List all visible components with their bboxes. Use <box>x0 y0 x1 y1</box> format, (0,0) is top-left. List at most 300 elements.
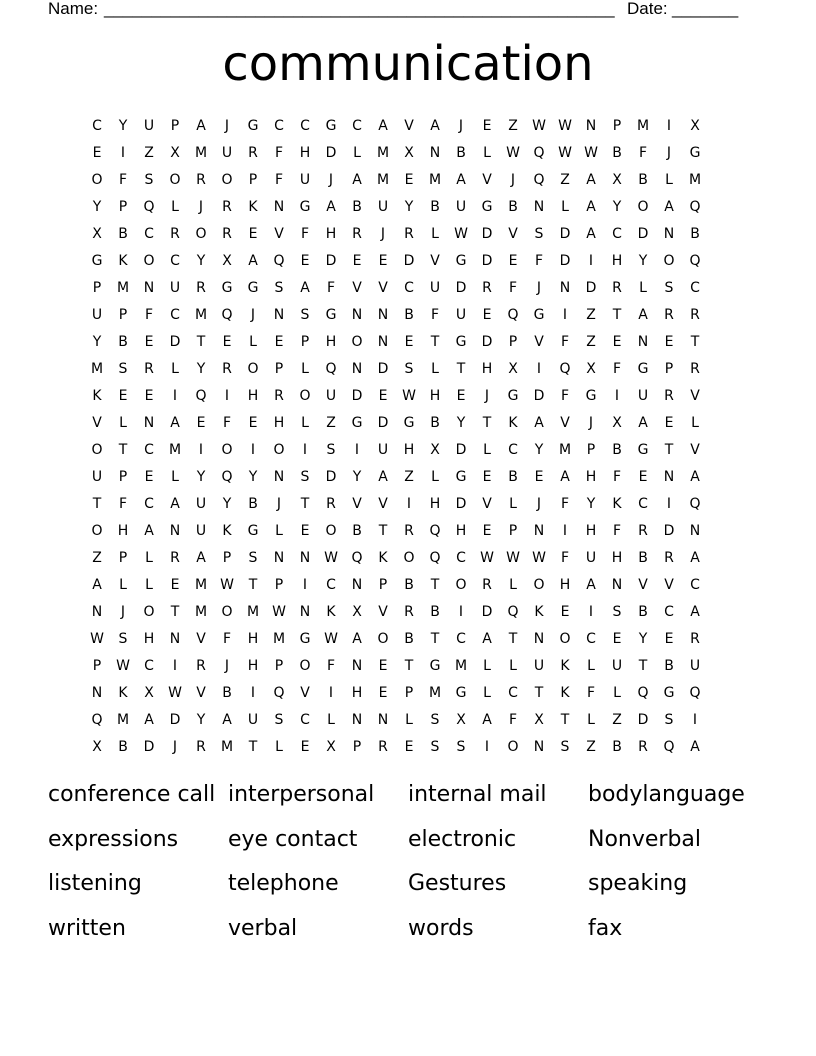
grid-letter: H <box>247 388 259 404</box>
grid-letter: N <box>585 118 597 134</box>
grid-letter: A <box>144 712 154 728</box>
grid-letter: S <box>560 739 570 755</box>
grid-letter: T <box>300 496 310 512</box>
grid-letter: G <box>481 199 493 215</box>
grid-letter: E <box>300 739 310 755</box>
grid-letter: C <box>144 496 154 512</box>
grid-letter: E <box>612 631 622 647</box>
grid-letter: H <box>455 523 467 539</box>
grid-letter: G <box>455 469 467 485</box>
grid-letter: U <box>429 280 441 296</box>
grid-letter: B <box>638 172 648 188</box>
grid-letter: G <box>585 388 597 404</box>
grid-letter: C <box>300 712 310 728</box>
word-list-item: expressions <box>48 826 179 852</box>
grid-letter: A <box>378 118 388 134</box>
grid-letter: C <box>456 550 466 566</box>
grid-letter: N <box>299 604 311 620</box>
grid-letter: L <box>405 712 413 728</box>
grid-letter: J <box>120 604 126 620</box>
grid-letter: I <box>224 388 230 404</box>
grid-letter: L <box>327 712 335 728</box>
grid-letter: I <box>198 442 204 458</box>
grid-letter: N <box>533 523 545 539</box>
grid-letter: O <box>663 253 675 269</box>
grid-row <box>84 734 734 761</box>
grid-letter: M <box>194 577 208 593</box>
grid-row <box>84 464 734 491</box>
grid-letter: W <box>454 226 468 242</box>
word-list-item: speaking <box>588 871 688 897</box>
grid-letter: V <box>430 253 440 269</box>
grid-letter: J <box>484 388 490 404</box>
grid-letter: L <box>119 577 127 593</box>
grid-letter: O <box>559 631 571 647</box>
grid-letter: C <box>612 226 622 242</box>
grid-letter: X <box>92 739 102 755</box>
grid-row <box>84 194 734 221</box>
grid-letter: B <box>664 658 674 674</box>
grid-letter: W <box>272 604 286 620</box>
grid-letter: A <box>586 226 596 242</box>
grid-letter: Z <box>560 172 570 188</box>
grid-letter: R <box>612 280 622 296</box>
grid-letter: F <box>612 361 622 377</box>
grid-letter: A <box>92 577 102 593</box>
grid-letter: A <box>690 604 700 620</box>
word-list-item: Nonverbal <box>588 826 702 852</box>
grid-letter: F <box>560 388 570 404</box>
grid-letter: D <box>533 388 545 404</box>
grid-letter: B <box>118 739 128 755</box>
grid-letter: A <box>196 118 206 134</box>
grid-letter: F <box>612 469 622 485</box>
grid-letter: A <box>586 577 596 593</box>
grid-letter: K <box>508 415 518 431</box>
grid-letter: A <box>170 496 180 512</box>
grid-letter: Z <box>92 550 102 566</box>
grid-letter: Z <box>586 307 596 323</box>
grid-letter: M <box>90 361 104 377</box>
grid-letter: K <box>534 604 544 620</box>
grid-letter: V <box>638 577 648 593</box>
grid-letter: E <box>404 334 414 350</box>
grid-letter: C <box>638 496 648 512</box>
grid-letter: O <box>143 604 155 620</box>
grid-letter: W <box>532 550 546 566</box>
grid-letter: R <box>196 658 206 674</box>
grid-letter: G <box>689 145 701 161</box>
grid-letter: S <box>612 604 622 620</box>
grid-letter: I <box>588 604 594 620</box>
grid-letter: U <box>169 280 181 296</box>
grid-letter: L <box>483 145 491 161</box>
grid-letter: O <box>221 442 233 458</box>
grid-letter: I <box>562 523 568 539</box>
grid-letter: X <box>170 145 180 161</box>
grid-letter: X <box>404 145 414 161</box>
grid-letter: U <box>91 469 103 485</box>
grid-letter: C <box>274 118 284 134</box>
grid-letter: V <box>664 577 674 593</box>
grid-letter: F <box>560 334 570 350</box>
grid-letter: E <box>560 604 570 620</box>
grid-row <box>84 167 734 194</box>
grid-letter: Y <box>248 469 258 485</box>
grid-letter: F <box>508 280 518 296</box>
grid-letter: N <box>663 469 675 485</box>
grid-letter: D <box>455 280 467 296</box>
grid-letter: F <box>612 523 622 539</box>
grid-letter: O <box>351 334 363 350</box>
grid-letter: Y <box>612 199 622 215</box>
grid-letter: U <box>91 307 103 323</box>
grid-letter: D <box>455 442 467 458</box>
grid-letter: H <box>429 388 441 404</box>
grid-letter: P <box>170 118 180 134</box>
grid-letter: V <box>482 496 492 512</box>
grid-letter: H <box>429 496 441 512</box>
grid-letter: U <box>455 199 467 215</box>
grid-letter: R <box>482 577 492 593</box>
grid-letter: U <box>195 523 207 539</box>
grid-letter: J <box>224 658 230 674</box>
grid-letter: E <box>456 388 466 404</box>
grid-letter: F <box>118 496 128 512</box>
grid-letter: A <box>378 469 388 485</box>
grid-letter: D <box>663 523 675 539</box>
grid-letter: L <box>483 658 491 674</box>
grid-row <box>84 545 734 572</box>
grid-letter: B <box>456 145 466 161</box>
grid-letter: F <box>326 658 336 674</box>
grid-letter: R <box>664 550 674 566</box>
word-list-item: bodylanguage <box>588 782 745 807</box>
grid-letter: F <box>222 415 232 431</box>
grid-letter: A <box>690 469 700 485</box>
grid-letter: P <box>664 361 674 377</box>
grid-letter: N <box>533 199 545 215</box>
grid-letter: L <box>509 496 517 512</box>
grid-letter: W <box>402 388 416 404</box>
grid-letter: J <box>510 172 516 188</box>
grid-letter: E <box>118 388 128 404</box>
grid-letter: V <box>352 280 362 296</box>
grid-letter: X <box>456 712 466 728</box>
grid-letter: C <box>326 577 336 593</box>
grid-letter: V <box>300 685 310 701</box>
grid-letter: Q <box>637 685 649 701</box>
grid-letter: C <box>586 631 596 647</box>
grid-letter: E <box>534 469 544 485</box>
grid-letter: R <box>690 631 700 647</box>
grid-letter: F <box>560 496 570 512</box>
grid-letter: D <box>325 469 337 485</box>
grid-letter: M <box>194 604 208 620</box>
grid-letter: I <box>692 712 698 728</box>
grid-letter: B <box>352 523 362 539</box>
grid-letter: T <box>690 334 700 350</box>
grid-letter: C <box>144 442 154 458</box>
grid-letter: L <box>275 523 283 539</box>
grid-letter: P <box>612 118 622 134</box>
grid-letter: S <box>404 361 414 377</box>
grid-letter: Y <box>118 118 128 134</box>
grid-letter: R <box>170 226 180 242</box>
word-list-item: words <box>408 916 474 942</box>
grid-letter: H <box>325 226 337 242</box>
grid-letter: W <box>220 577 234 593</box>
grid-letter: W <box>324 550 338 566</box>
grid-letter: V <box>690 442 700 458</box>
grid-letter: T <box>534 685 544 701</box>
grid-letter: N <box>377 334 389 350</box>
grid-letter: D <box>325 145 337 161</box>
grid-letter: P <box>274 658 284 674</box>
grid-letter: E <box>274 334 284 350</box>
grid-letter: Q <box>507 307 519 323</box>
grid-letter: P <box>248 172 258 188</box>
grid-row <box>84 302 734 329</box>
grid-letter: Y <box>352 469 362 485</box>
grid-letter: R <box>690 307 700 323</box>
grid-letter: E <box>508 253 518 269</box>
grid-letter: U <box>611 658 623 674</box>
grid-letter: N <box>169 631 181 647</box>
grid-letter: B <box>430 199 440 215</box>
grid-letter: D <box>481 253 493 269</box>
grid-letter: R <box>664 307 674 323</box>
grid-letter: H <box>559 577 571 593</box>
grid-letter: C <box>144 226 154 242</box>
grid-letter: B <box>430 604 440 620</box>
grid-letter: Q <box>429 550 441 566</box>
grid-letter: G <box>221 280 233 296</box>
grid-letter: G <box>429 658 441 674</box>
grid-letter: J <box>198 199 204 215</box>
grid-letter: R <box>482 280 492 296</box>
grid-letter: D <box>169 712 181 728</box>
grid-letter: H <box>403 442 415 458</box>
grid-letter: E <box>664 415 674 431</box>
grid-letter: B <box>638 604 648 620</box>
grid-letter: L <box>353 145 361 161</box>
grid-letter: N <box>663 226 675 242</box>
grid-letter: S <box>274 280 284 296</box>
grid-letter: S <box>118 631 128 647</box>
grid-letter: R <box>196 280 206 296</box>
grid-letter: Z <box>586 739 596 755</box>
grid-letter: O <box>247 361 259 377</box>
grid-letter: F <box>144 307 154 323</box>
grid-letter: P <box>118 550 128 566</box>
grid-letter: W <box>558 118 572 134</box>
grid-letter: G <box>637 442 649 458</box>
word-list-item: verbal <box>228 916 298 942</box>
grid-letter: J <box>588 415 594 431</box>
grid-letter: S <box>534 226 544 242</box>
grid-letter: D <box>637 226 649 242</box>
grid-letter: F <box>430 307 440 323</box>
grid-letter: K <box>560 658 570 674</box>
grid-letter: C <box>690 280 700 296</box>
grid-letter: H <box>117 523 129 539</box>
grid-letter: O <box>455 577 467 593</box>
grid-letter: N <box>533 631 545 647</box>
grid-letter: B <box>118 334 128 350</box>
grid-letter: L <box>171 199 179 215</box>
grid-letter: A <box>560 469 570 485</box>
grid-letter: M <box>220 739 234 755</box>
grid-letter: P <box>300 334 310 350</box>
grid-letter: M <box>428 172 442 188</box>
grid-letter: K <box>118 685 128 701</box>
grid-letter: R <box>404 226 414 242</box>
grid-letter: Y <box>196 361 206 377</box>
grid-letter: Y <box>92 334 102 350</box>
word-list-item: interpersonal <box>228 782 375 807</box>
grid-letter: A <box>144 523 154 539</box>
grid-letter: B <box>612 442 622 458</box>
grid-letter: J <box>666 145 672 161</box>
grid-letter: Q <box>221 469 233 485</box>
grid-letter: J <box>224 118 230 134</box>
grid-letter: L <box>145 577 153 593</box>
grid-letter: T <box>248 739 258 755</box>
grid-letter: D <box>403 253 415 269</box>
grid-letter: Z <box>404 469 414 485</box>
grid-letter: Y <box>638 253 648 269</box>
grid-letter: B <box>404 307 414 323</box>
grid-letter: E <box>248 226 258 242</box>
grid-letter: H <box>247 631 259 647</box>
grid-letter: P <box>352 739 362 755</box>
grid-letter: E <box>352 253 362 269</box>
grid-letter: V <box>196 685 206 701</box>
grid-letter: D <box>143 739 155 755</box>
grid-letter: H <box>585 523 597 539</box>
grid-letter: A <box>300 280 310 296</box>
grid-row <box>84 599 734 626</box>
grid-letter: Y <box>456 415 466 431</box>
grid-letter: L <box>275 739 283 755</box>
grid-letter: C <box>508 442 518 458</box>
grid-letter: F <box>326 280 336 296</box>
word-list-item: listening <box>48 871 142 897</box>
grid-letter: Q <box>663 739 675 755</box>
grid-letter: S <box>664 712 674 728</box>
grid-letter: S <box>664 280 674 296</box>
grid-letter: E <box>482 118 492 134</box>
grid-letter: V <box>404 118 414 134</box>
grid-letter: L <box>249 334 257 350</box>
word-list-item: telephone <box>228 871 339 897</box>
grid-letter: L <box>613 685 621 701</box>
grid-letter: R <box>404 523 414 539</box>
grid-letter: V <box>92 415 102 431</box>
grid-letter: S <box>300 307 310 323</box>
grid-letter: O <box>403 550 415 566</box>
grid-letter: B <box>222 685 232 701</box>
grid-letter: E <box>482 523 492 539</box>
grid-letter: R <box>222 199 232 215</box>
grid-letter: D <box>481 604 493 620</box>
grid-letter: I <box>614 388 620 404</box>
header-line <box>48 0 748 20</box>
grid-letter: R <box>274 388 284 404</box>
grid-letter: H <box>325 334 337 350</box>
word-list-item: Gestures <box>408 871 507 897</box>
grid-letter: O <box>91 523 103 539</box>
grid-letter: W <box>324 631 338 647</box>
grid-letter: T <box>170 604 180 620</box>
grid-letter: T <box>118 442 128 458</box>
grid-letter: E <box>378 658 388 674</box>
grid-letter: C <box>508 685 518 701</box>
grid-letter: E <box>196 415 206 431</box>
grid-letter: C <box>404 280 414 296</box>
grid-letter: B <box>404 631 414 647</box>
grid-letter: V <box>196 631 206 647</box>
grid-letter: L <box>691 415 699 431</box>
grid-letter: P <box>222 550 232 566</box>
grid-letter: K <box>222 523 232 539</box>
grid-letter: Q <box>325 361 337 377</box>
grid-letter: L <box>431 226 439 242</box>
grid-letter: E <box>222 334 232 350</box>
grid-letter: Q <box>143 199 155 215</box>
grid-letter: X <box>430 442 440 458</box>
word-list-item: fax <box>588 916 623 942</box>
grid-letter: V <box>690 388 700 404</box>
grid-letter: M <box>376 172 390 188</box>
grid-letter: F <box>222 631 232 647</box>
grid-letter: L <box>145 550 153 566</box>
grid-letter: P <box>378 577 388 593</box>
grid-letter: X <box>326 739 336 755</box>
grid-letter: D <box>559 226 571 242</box>
puzzle-title: communication <box>222 36 594 92</box>
grid-letter: R <box>196 739 206 755</box>
grid-letter: R <box>690 361 700 377</box>
grid-letter: X <box>612 172 622 188</box>
grid-letter: Q <box>91 712 103 728</box>
grid-letter: D <box>377 361 389 377</box>
grid-letter: U <box>377 442 389 458</box>
grid-letter: A <box>690 550 700 566</box>
grid-letter: I <box>484 739 490 755</box>
grid-letter: N <box>91 604 103 620</box>
grid-letter: M <box>454 658 468 674</box>
grid-letter: N <box>429 145 441 161</box>
grid-letter: R <box>222 226 232 242</box>
grid-letter: A <box>664 199 674 215</box>
grid-letter: V <box>508 226 518 242</box>
grid-letter: I <box>406 496 412 512</box>
grid-letter: R <box>352 226 362 242</box>
grid-row <box>84 626 734 653</box>
grid-row <box>84 410 734 437</box>
grid-letter: L <box>431 361 439 377</box>
word-list-item: electronic <box>408 826 517 852</box>
grid-letter: F <box>274 172 284 188</box>
grid-letter: N <box>351 658 363 674</box>
grid-letter: B <box>508 199 518 215</box>
grid-letter: N <box>91 685 103 701</box>
grid-letter: M <box>428 685 442 701</box>
grid-letter: E <box>248 415 258 431</box>
grid-letter: I <box>172 388 178 404</box>
